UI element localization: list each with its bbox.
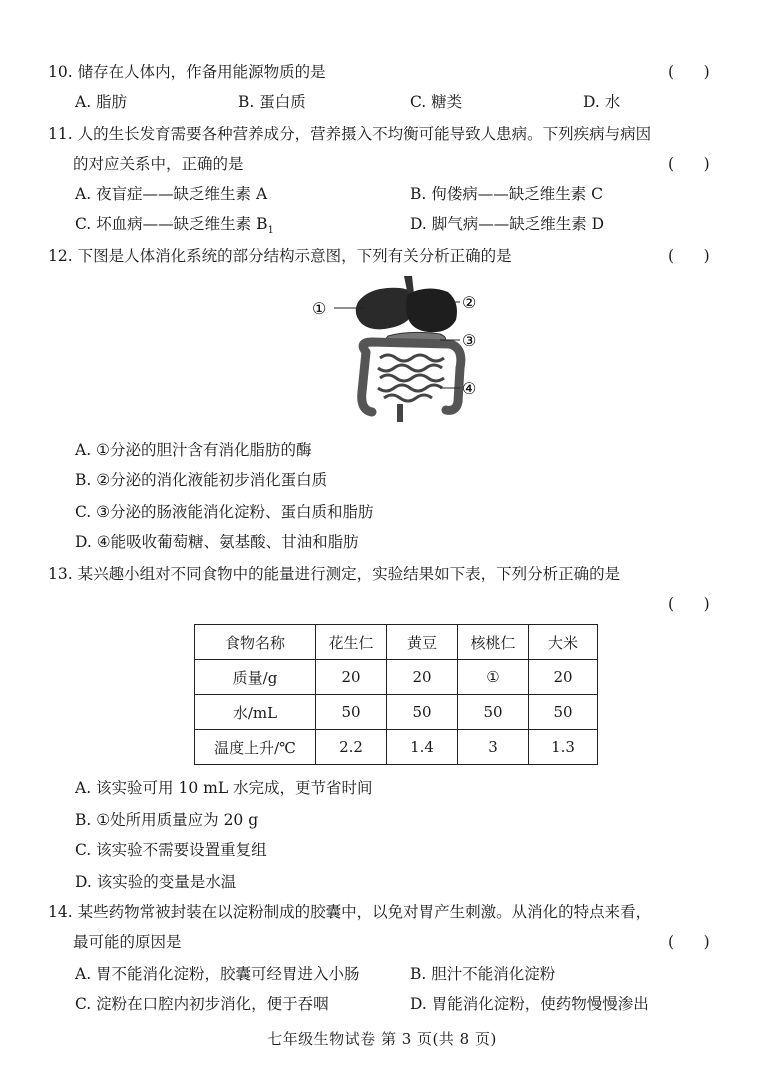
q14-answer-paren: ( ) — [668, 933, 710, 951]
q14-stem-line1: 14. 某些药物常被封装在以淀粉制成的胶囊中，以免对胃产生刺激。从消化的特点来看， — [48, 903, 652, 921]
table-cell: 20 — [529, 660, 598, 695]
q10-stem: 10. 储存在人体内，作备用能源物质的是 — [48, 63, 326, 81]
q12-option-b: B. ②分泌的消化液能初步消化蛋白质 — [75, 471, 328, 489]
q10-option-d: D. 水 — [583, 93, 621, 111]
table-cell: 质量/g — [195, 660, 316, 695]
table-cell: 20 — [387, 660, 458, 695]
q10-option-a: A. 脂肪 — [75, 93, 128, 111]
q10-option-b: B. 蛋白质 — [238, 93, 306, 111]
table-header-cell: 花生仁 — [316, 625, 387, 660]
table-cell: 温度上升/℃ — [195, 730, 316, 765]
digestive-system-diagram — [300, 272, 500, 428]
table-header-cell: 大米 — [529, 625, 598, 660]
table-cell: 水/mL — [195, 695, 316, 730]
diagram-label-3: ③ — [462, 331, 477, 350]
table-cell: 50 — [529, 695, 598, 730]
q12-option-a: A. ①分泌的胆汁含有消化脂肪的酶 — [75, 441, 312, 459]
q11-stem-line2: 的对应关系中，正确的是 — [73, 155, 244, 173]
table-cell: ① — [458, 660, 529, 695]
q13-option-d: D. 该实验的变量是水温 — [75, 873, 237, 891]
q11-option-a: A. 夜盲症——缺乏维生素 A — [75, 185, 268, 203]
q13-option-a: A. 该实验可用 10 mL 水完成，更节省时间 — [75, 779, 373, 797]
q13-option-b: B. ①处所用质量应为 20 g — [75, 811, 259, 829]
q14-option-a: A. 胃不能消化淀粉，胶囊可经胃进入小肠 — [75, 965, 360, 983]
table-cell: 1.3 — [529, 730, 598, 765]
table-row — [195, 695, 598, 730]
energy-data-table — [194, 624, 598, 765]
q11-stem-line1: 11. 人的生长发育需要各种营养成分，营养摄入不均衡可能导致人患病。下列疾病与病因 — [48, 125, 652, 143]
q12-option-d: D. ④能吸收葡萄糖、氨基酸、甘油和脂肪 — [75, 533, 359, 551]
table-cell: 50 — [316, 695, 387, 730]
table-header-cell: 食物名称 — [195, 625, 316, 660]
table-cell: 2.2 — [316, 730, 387, 765]
table-row — [195, 660, 598, 695]
q12-answer-paren: ( ) — [668, 247, 710, 265]
q11-option-b: B. 佝偻病——缺乏维生素 C — [410, 185, 604, 203]
q11-option-c: C. 坏血病——缺乏维生素 $B_1$ — [75, 215, 274, 237]
q12-stem: 12. 下图是人体消化系统的部分结构示意图，下列有关分析正确的是 — [48, 247, 512, 265]
table-cell: 1.4 — [387, 730, 458, 765]
q13-stem: 13. 某兴趣小组对不同食物中的能量进行测定，实验结果如下表，下列分析正确的是 — [48, 565, 621, 583]
table-row — [195, 730, 598, 765]
diagram-label-4: ④ — [462, 379, 477, 398]
q14-option-d: D. 胃能消化淀粉，使药物慢慢渗出 — [410, 995, 649, 1013]
page-footer: 七年级生物试卷 第 3 页(共 8 页) — [267, 1030, 497, 1048]
table-cell: 3 — [458, 730, 529, 765]
q10-answer-paren: ( ) — [668, 63, 710, 81]
q12-option-c: C. ③分泌的肠液能消化淀粉、蛋白质和脂肪 — [75, 503, 374, 521]
q13-answer-paren: ( ) — [668, 595, 710, 613]
q10-option-c: C. 糖类 — [410, 93, 463, 111]
stomach-shape — [406, 288, 457, 332]
table-cell: 50 — [458, 695, 529, 730]
table-cell: 20 — [316, 660, 387, 695]
q14-stem-line2: 最可能的原因是 — [73, 933, 182, 951]
q11-answer-paren: ( ) — [668, 155, 710, 173]
table-header-cell: 核桃仁 — [458, 625, 529, 660]
table-cell: 50 — [387, 695, 458, 730]
small-intestine-coils — [378, 355, 444, 401]
q13-option-c: C. 该实验不需要设置重复组 — [75, 841, 267, 859]
q14-option-c: C. 淀粉在口腔内初步消化，便于吞咽 — [75, 995, 329, 1013]
table-header-cell: 黄豆 — [387, 625, 458, 660]
q14-option-b: B. 胆汁不能消化淀粉 — [410, 965, 556, 983]
diagram-label-2: ② — [462, 293, 477, 312]
table-header-row — [195, 625, 598, 660]
diagram-label-1: ① — [312, 299, 327, 318]
q11-option-d: D. 脚气病——缺乏维生素 D — [410, 215, 605, 233]
